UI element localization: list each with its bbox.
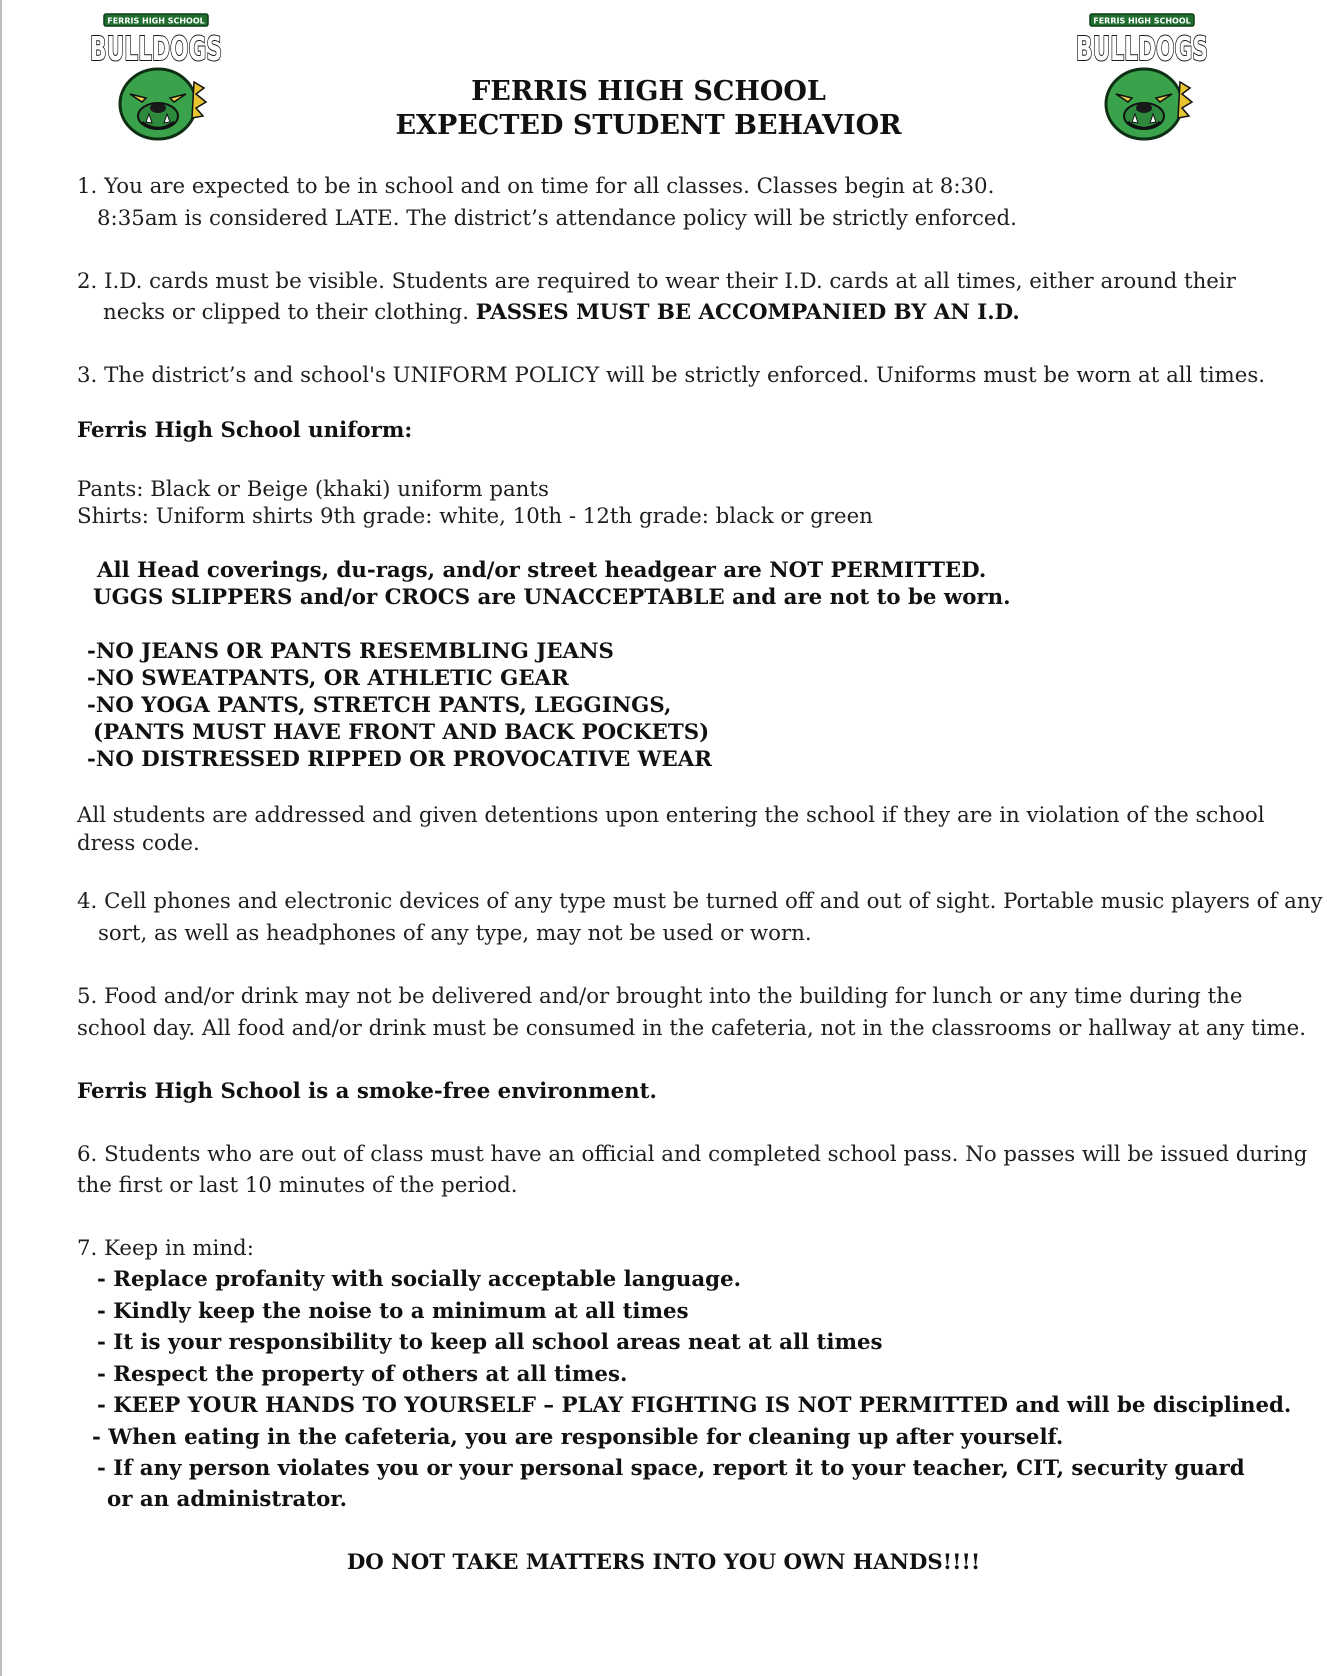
keep-in-mind-noise: - Kindly keep the noise to a minimum at all times xyxy=(97,1299,689,1324)
rule-2-bold-notice: PASSES MUST BE ACCOMPANIED BY AN I.D. xyxy=(475,300,1020,325)
page-edge xyxy=(0,0,2,1676)
rule-2-line-1: 2. I.D. cards must be visible. Students are required to wear their I.D. cards at all times, either around their xyxy=(77,269,1236,294)
keep-in-mind-cafeteria: - When eating in the cafeteria, you are responsible for cleaning up after yourself. xyxy=(92,1425,1064,1450)
rule-6-line-2: the first or last 10 minutes of the period. xyxy=(77,1173,518,1198)
keep-in-mind-profanity: - Replace profanity with socially acceptable language. xyxy=(97,1267,742,1292)
pockets-rule: (PANTS MUST HAVE FRONT AND BACK POCKETS) xyxy=(93,720,710,745)
rule-1-line-2: 8:35am is considered LATE. The district’s attendance policy will be strictly enforced. xyxy=(97,206,1017,231)
svg-text:BULLDOGS: BULLDOGS xyxy=(90,29,222,68)
rule-2-line-2 xyxy=(103,300,1020,326)
rule-2-text: necks or clipped to their clothing. xyxy=(103,300,469,325)
rule-4-line-2: sort, as well as headphones of any type, may not be used or worn. xyxy=(98,921,812,946)
closing-warning: DO NOT TAKE MATTERS INTO YOU OWN HANDS!!!! xyxy=(346,1550,981,1575)
no-jeans-rule: -NO JEANS OR PANTS RESEMBLING JEANS xyxy=(87,639,614,664)
dress-code-violation-line-1: All students are addressed and given detentions upon entering the school if they are in violation of the school xyxy=(77,803,1265,828)
svg-text:BULLDOGS: BULLDOGS xyxy=(1076,29,1208,68)
rule-6-line-1: 6. Students who are out of class must have an official and completed school pass. No passes will be issued during xyxy=(77,1142,1308,1167)
rule-1-line-1: 1. You are expected to be in school and on time for all classes. Classes begin at 8:30. xyxy=(77,174,995,199)
rule-5-line-2: school day. All food and/or drink must be consumed in the cafeteria, not in the classrooms or hallway at any time. xyxy=(77,1016,1307,1041)
keep-in-mind-neatness: - It is your responsibility to keep all school areas neat at all times xyxy=(97,1330,883,1355)
no-ripped-rule: -NO DISTRESSED RIPPED OR PROVOCATIVE WEAR xyxy=(87,747,712,772)
uniform-shirts: Shirts: Uniform shirts 9th grade: white, 10th - 12th grade: black or green xyxy=(77,504,873,529)
keep-in-mind-report-line-2: or an administrator. xyxy=(107,1487,347,1512)
keep-in-mind-hands: - KEEP YOUR HANDS TO YOURSELF – PLAY FIGHTING IS NOT PERMITTED and will be disciplined. xyxy=(97,1393,1292,1418)
rule-7-intro: 7. Keep in mind: xyxy=(77,1236,254,1261)
no-yoga-pants-rule: -NO YOGA PANTS, STRETCH PANTS, LEGGINGS, xyxy=(87,693,672,718)
smoke-free-notice: Ferris High School is a smoke-free environment. xyxy=(77,1079,657,1104)
no-sweatpants-rule: -NO SWEATPANTS, OR ATHLETIC GEAR xyxy=(87,666,569,691)
rule-3: 3. The district’s and school's UNIFORM POLICY will be strictly enforced. Uniforms must be worn at all times. xyxy=(77,363,1266,388)
svg-text:FERRIS HIGH SCHOOL: FERRIS HIGH SCHOOL xyxy=(1093,16,1191,26)
svg-text:FERRIS HIGH SCHOOL: FERRIS HIGH SCHOOL xyxy=(107,16,205,26)
headwear-rule: All Head coverings, du-rags, and/or street headgear are NOT PERMITTED. xyxy=(97,558,987,583)
keep-in-mind-report-line-1: - If any person violates you or your personal space, report it to your teacher, CIT, security guard xyxy=(97,1456,1245,1481)
footwear-rule: UGGS SLIPPERS and/or CROCS are UNACCEPTABLE and are not to be worn. xyxy=(93,585,1011,610)
dress-code-violation-line-2: dress code. xyxy=(77,831,200,856)
keep-in-mind-property: - Respect the property of others at all times. xyxy=(97,1362,628,1387)
uniform-heading: Ferris High School uniform: xyxy=(77,418,413,443)
title-school-name: FERRIS HIGH SCHOOL xyxy=(471,76,826,107)
uniform-pants: Pants: Black or Beige (khaki) uniform pants xyxy=(77,477,549,502)
rule-4-line-1: 4. Cell phones and electronic devices of any type must be turned off and out of sight. Portable music players of any xyxy=(77,889,1323,914)
title-document: EXPECTED STUDENT BEHAVIOR xyxy=(395,110,902,141)
rule-5-line-1: 5. Food and/or drink may not be delivered and/or brought into the building for lunch or any time during the xyxy=(77,984,1243,1009)
